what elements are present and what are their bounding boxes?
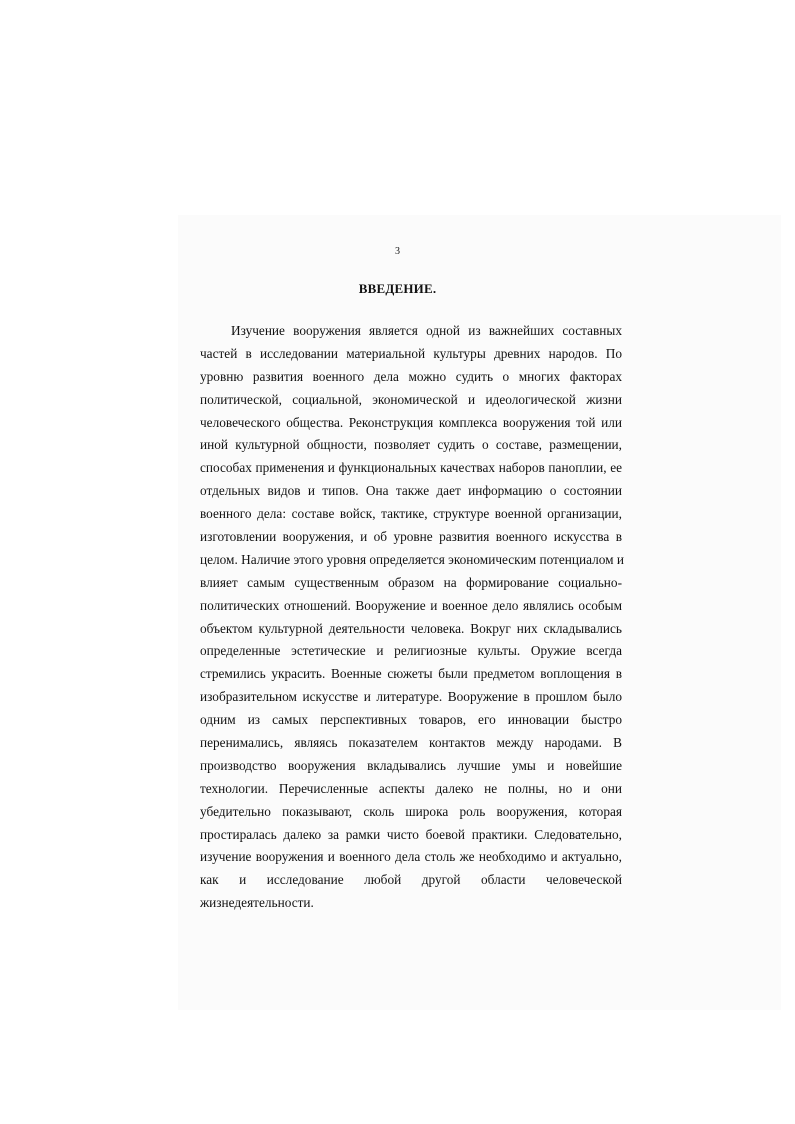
text-line: жизнедеятельности.	[200, 895, 314, 911]
text-line: Изучение вооружения является одной из важнейших составных	[231, 323, 622, 338]
text-line: убедительно показывают, сколь широка роль вооружения, которая	[200, 803, 622, 819]
text-line: технологии. Перечисленные аспекты далеко не полны, но и они	[200, 780, 622, 796]
text-line: способах применения и функциональных качествах наборов паноплии, ее	[200, 460, 622, 476]
text-line: политических отношений. Вооружение и военное дело являлись особым	[200, 597, 622, 613]
text-line: частей в исследовании материальной культуры древних народов. По	[200, 345, 622, 361]
text-line: целом. Наличие этого уровня определяется экономическим потенциалом и	[200, 551, 625, 567]
text-line: производство вооружения вкладывались лучшие умы и новейшие	[200, 757, 622, 773]
text-line: изготовлении вооружения, и об уровне развития военного искусства в	[200, 529, 622, 545]
text-line: военного дела: составе войск, тактике, структуре военной организации,	[200, 506, 622, 522]
section-heading: ВВЕДЕНИЕ.	[358, 281, 437, 296]
text-line: влияет самым существенным образом на формирование социально-	[200, 574, 622, 590]
text-line: одним из самых перспективных товаров, его инновации быстро	[200, 712, 622, 728]
page-number: 3	[395, 246, 400, 257]
text-line: объектом культурной деятельности человека. Вокруг них складывались	[200, 620, 622, 636]
text-line: человеческого общества. Реконструкция комплекса вооружения той или	[200, 414, 622, 430]
text-line: перенимались, являясь показателем контактов между народами. В	[200, 735, 622, 751]
text-line: политической, социальной, экономической и идеологической жизни	[200, 391, 622, 407]
text-line: отдельных видов и типов. Она также дает информацию о состоянии	[200, 483, 622, 499]
text-line: определенные эстетические и религиозные культы. Оружие всегда	[200, 643, 622, 659]
text-line: изучение вооружения и военного дела столь же необходимо и актуально,	[200, 849, 622, 865]
text-line: простиралась далеко за рамки чисто боевой практики. Следовательно,	[200, 826, 622, 842]
text-line: уровню развития военного дела можно судить о многих факторах	[200, 368, 622, 384]
text-line: иной культурной общности, позволяет судить о составе, размещении,	[200, 437, 622, 453]
text-line: стремились украсить. Военные сюжеты были предметом воплощения в	[200, 666, 622, 682]
text-line: как и исследование любой другой области человеческой	[200, 872, 622, 888]
body-paragraph	[200, 320, 625, 915]
text-line: изобразительном искусстве и литературе. Вооружение в прошлом было	[200, 689, 622, 705]
